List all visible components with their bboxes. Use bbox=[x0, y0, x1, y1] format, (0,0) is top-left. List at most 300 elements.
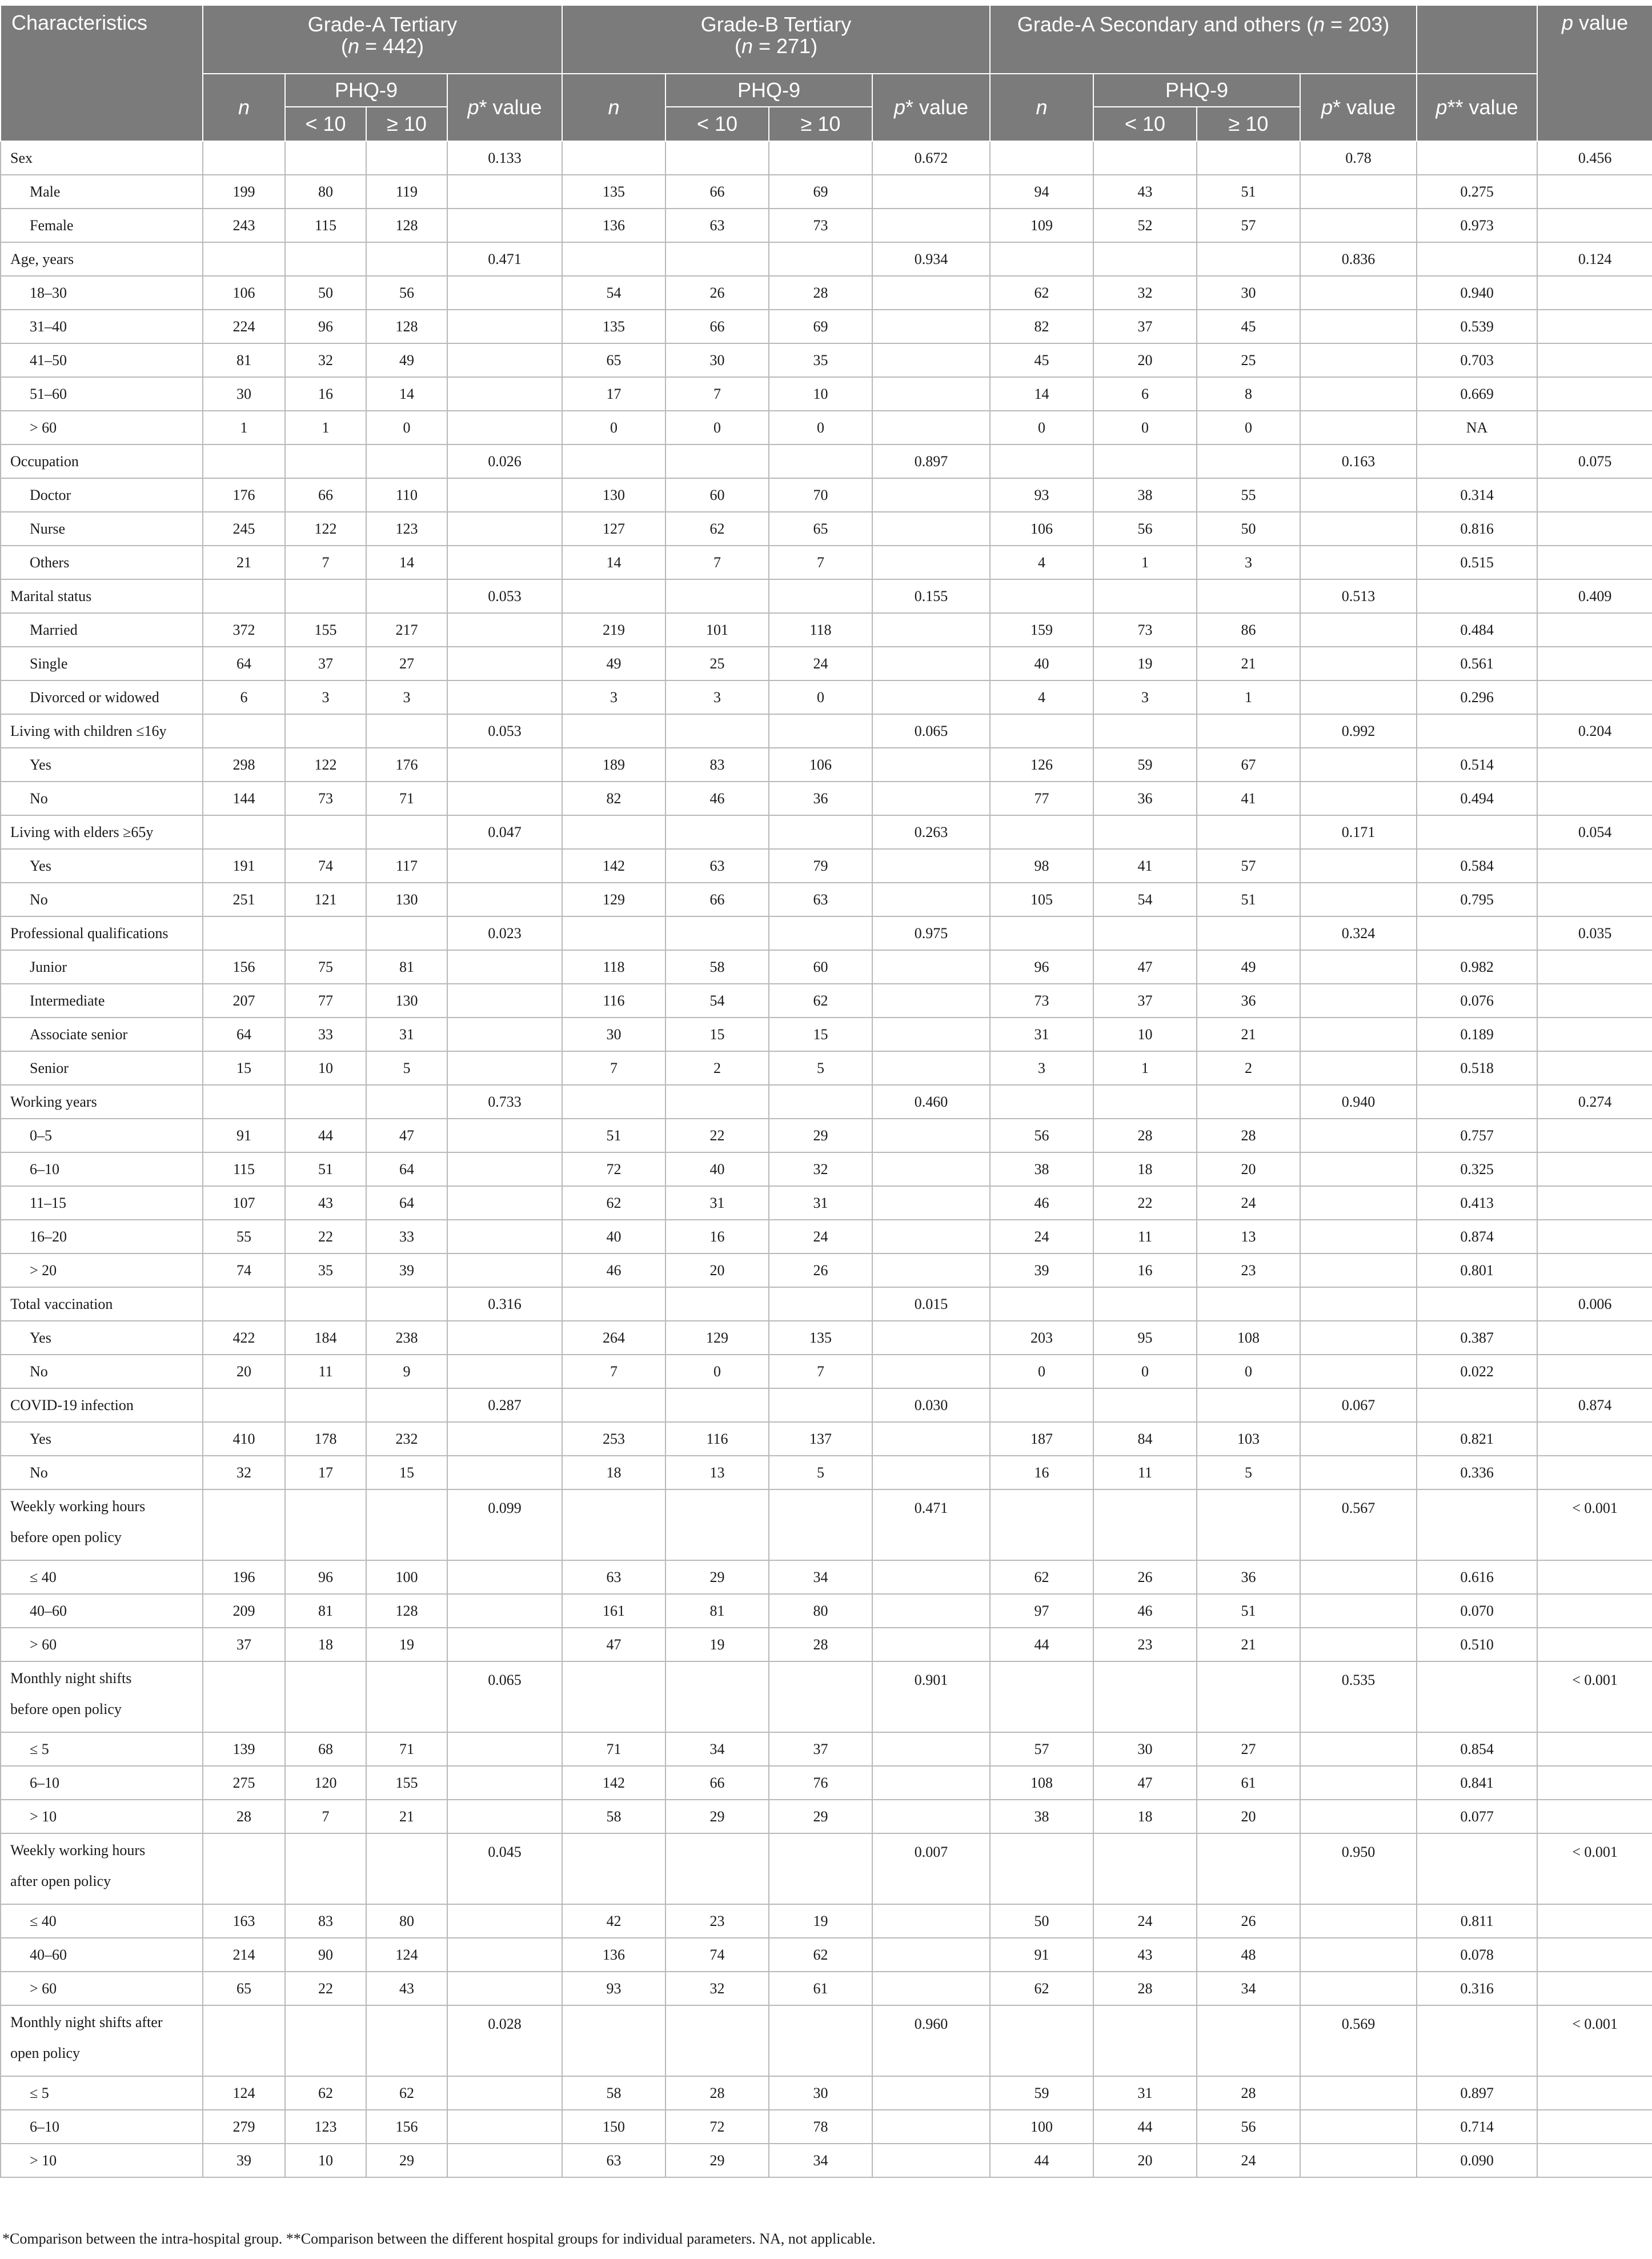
cell-empty bbox=[872, 546, 990, 579]
cell-n: 203 bbox=[990, 1321, 1093, 1355]
cell-n: 219 bbox=[562, 613, 665, 647]
cell-empty bbox=[1300, 1051, 1417, 1085]
cell-n: 45 bbox=[990, 343, 1093, 377]
table-row bbox=[1, 1628, 1652, 1661]
cell-empty bbox=[285, 1489, 366, 1560]
cell-phq-lt10: 23 bbox=[1093, 1628, 1197, 1661]
cell-empty bbox=[1197, 714, 1300, 748]
cell-phq-lt10: 59 bbox=[1093, 748, 1197, 782]
cell-n: 129 bbox=[562, 883, 665, 916]
cell-p-star: 0.934 bbox=[872, 242, 990, 276]
cell-p-dstar: 0.336 bbox=[1417, 1456, 1537, 1489]
cell-empty bbox=[1537, 2076, 1652, 2110]
table-row-category bbox=[1, 2005, 1652, 2076]
cell-p-star: 0.023 bbox=[447, 916, 562, 950]
cell-phq-ge10: 21 bbox=[1197, 1018, 1300, 1051]
cell-p-dstar: 0.616 bbox=[1417, 1560, 1537, 1594]
cell-empty bbox=[872, 680, 990, 714]
cell-empty bbox=[1537, 1321, 1652, 1355]
cell-empty bbox=[447, 1938, 562, 1972]
row-sublabel: No bbox=[1, 883, 203, 916]
cell-empty bbox=[1197, 1833, 1300, 1904]
cell-phq-lt10: 66 bbox=[665, 175, 769, 209]
cell-n: 0 bbox=[562, 411, 665, 444]
row-label bbox=[1, 2005, 203, 2076]
cell-n: 106 bbox=[203, 276, 285, 310]
cell-empty bbox=[1300, 647, 1417, 680]
cell-empty bbox=[285, 916, 366, 950]
cell-n: 176 bbox=[203, 478, 285, 512]
table-row bbox=[1, 782, 1652, 815]
cell-p-dstar: 0.982 bbox=[1417, 950, 1537, 984]
cell-empty bbox=[447, 1628, 562, 1661]
cell-phq-lt10: 63 bbox=[665, 209, 769, 242]
cell-n: 410 bbox=[203, 1422, 285, 1456]
cell-phq-ge10: 25 bbox=[1197, 343, 1300, 377]
cell-phq-lt10: 34 bbox=[665, 1732, 769, 1766]
cell-n: 14 bbox=[562, 546, 665, 579]
row-sublabel: > 60 bbox=[1, 1628, 203, 1661]
cell-n: 93 bbox=[990, 478, 1093, 512]
cell-p-dstar: 0.077 bbox=[1417, 1800, 1537, 1833]
cell-phq-lt10: 120 bbox=[285, 1766, 366, 1800]
cell-empty bbox=[1537, 1422, 1652, 1456]
table-row-category bbox=[1, 714, 1652, 748]
row-sublabel: 31–40 bbox=[1, 310, 203, 343]
cell-empty bbox=[1300, 782, 1417, 815]
row-sublabel: 6–10 bbox=[1, 1152, 203, 1186]
cell-phq-lt10: 31 bbox=[1093, 2076, 1197, 2110]
cell-empty bbox=[1537, 209, 1652, 242]
cell-empty bbox=[1300, 680, 1417, 714]
cell-empty bbox=[1300, 1253, 1417, 1287]
cell-phq-ge10: 124 bbox=[366, 1938, 447, 1972]
cell-empty bbox=[285, 579, 366, 613]
row-sublabel: No bbox=[1, 1456, 203, 1489]
cell-n: 7 bbox=[562, 1051, 665, 1085]
cell-phq-lt10: 178 bbox=[285, 1422, 366, 1456]
cell-phq-ge10: 0 bbox=[1197, 411, 1300, 444]
cell-phq-ge10: 36 bbox=[1197, 984, 1300, 1018]
cell-empty bbox=[1537, 1766, 1652, 1800]
cell-phq-lt10: 7 bbox=[665, 377, 769, 411]
cell-n: 37 bbox=[203, 1628, 285, 1661]
cell-p-star: 0.836 bbox=[1300, 242, 1417, 276]
cell-phq-lt10: 3 bbox=[285, 680, 366, 714]
cell-n: 116 bbox=[562, 984, 665, 1018]
table-row bbox=[1, 310, 1652, 343]
cell-p-star: 0.535 bbox=[1300, 1661, 1417, 1732]
cell-empty bbox=[1537, 411, 1652, 444]
cell-empty bbox=[203, 444, 285, 478]
cell-n: 91 bbox=[990, 1938, 1093, 1972]
cell-empty bbox=[1537, 1253, 1652, 1287]
cell-empty bbox=[447, 647, 562, 680]
cell-empty bbox=[769, 579, 872, 613]
cell-phq-lt10: 122 bbox=[285, 512, 366, 546]
table-row-category bbox=[1, 1489, 1652, 1560]
cell-phq-lt10: 0 bbox=[1093, 1355, 1197, 1388]
cell-phq-lt10: 115 bbox=[285, 209, 366, 242]
cell-n: 135 bbox=[562, 310, 665, 343]
cell-empty bbox=[872, 613, 990, 647]
cell-phq-ge10: 5 bbox=[769, 1456, 872, 1489]
cell-n: 6 bbox=[203, 680, 285, 714]
cell-n: 4 bbox=[990, 546, 1093, 579]
header-lt10: < 10 bbox=[285, 107, 366, 141]
cell-empty bbox=[447, 276, 562, 310]
cell-phq-ge10: 19 bbox=[366, 1628, 447, 1661]
cell-phq-lt10: 66 bbox=[665, 883, 769, 916]
cell-empty bbox=[562, 579, 665, 613]
cell-empty bbox=[872, 1253, 990, 1287]
cell-phq-ge10: 137 bbox=[769, 1422, 872, 1456]
cell-p-star: 0.067 bbox=[1300, 1388, 1417, 1422]
table-row bbox=[1, 478, 1652, 512]
cell-n: 62 bbox=[562, 1186, 665, 1220]
cell-n: 18 bbox=[562, 1456, 665, 1489]
cell-phq-lt10: 63 bbox=[665, 849, 769, 883]
table-row bbox=[1, 1220, 1652, 1253]
cell-empty bbox=[769, 1388, 872, 1422]
cell-n: 191 bbox=[203, 849, 285, 883]
cell-empty bbox=[665, 815, 769, 849]
cell-empty bbox=[769, 2005, 872, 2076]
cell-phq-ge10: 128 bbox=[366, 209, 447, 242]
cell-n: 62 bbox=[990, 1972, 1093, 2005]
table-row bbox=[1, 1051, 1652, 1085]
cell-empty bbox=[990, 444, 1093, 478]
cell-p-dstar: 0.854 bbox=[1417, 1732, 1537, 1766]
cell-p-star: 0.263 bbox=[872, 815, 990, 849]
row-label-line: Monthly night shifts bbox=[10, 1670, 132, 1687]
cell-empty bbox=[447, 546, 562, 579]
cell-empty bbox=[872, 411, 990, 444]
cell-empty bbox=[872, 1422, 990, 1456]
cell-empty bbox=[990, 1489, 1093, 1560]
cell-phq-ge10: 20 bbox=[1197, 1152, 1300, 1186]
cell-empty bbox=[1093, 579, 1197, 613]
cell-n: 39 bbox=[203, 2144, 285, 2177]
cell-p-star: 0.78 bbox=[1300, 141, 1417, 175]
cell-phq-lt10: 0 bbox=[1093, 411, 1197, 444]
cell-phq-lt10: 15 bbox=[665, 1018, 769, 1051]
row-sublabel: > 20 bbox=[1, 1253, 203, 1287]
cell-empty bbox=[990, 2005, 1093, 2076]
table-row bbox=[1, 680, 1652, 714]
cell-empty bbox=[990, 1833, 1093, 1904]
cell-n: 98 bbox=[990, 849, 1093, 883]
cell-empty bbox=[447, 748, 562, 782]
cell-phq-lt10: 11 bbox=[285, 1355, 366, 1388]
cell-p-value: 0.075 bbox=[1537, 444, 1652, 478]
cell-p-star: 0.471 bbox=[447, 242, 562, 276]
cell-phq-lt10: 81 bbox=[665, 1594, 769, 1628]
cell-phq-lt10: 2 bbox=[665, 1051, 769, 1085]
cell-empty bbox=[1417, 1388, 1537, 1422]
cell-n: 251 bbox=[203, 883, 285, 916]
table-row bbox=[1, 1732, 1652, 1766]
cell-empty bbox=[872, 1628, 990, 1661]
cell-empty bbox=[447, 849, 562, 883]
cell-p-star: 0.460 bbox=[872, 1085, 990, 1119]
row-sublabel: 18–30 bbox=[1, 276, 203, 310]
cell-phq-lt10: 35 bbox=[285, 1253, 366, 1287]
cell-empty bbox=[203, 1388, 285, 1422]
table-row-category bbox=[1, 1388, 1652, 1422]
cell-p-dstar: 0.811 bbox=[1417, 1904, 1537, 1938]
cell-n: 298 bbox=[203, 748, 285, 782]
table-footnote: *Comparison between the intra-hospital group. **Comparison between the different hospital groups for individual parameters. NA, not applicable. bbox=[2, 2230, 876, 2247]
table-header bbox=[1, 5, 1652, 141]
cell-n: 163 bbox=[203, 1904, 285, 1938]
row-label-line: Weekly working hours bbox=[10, 1842, 146, 1859]
cell-phq-ge10: 128 bbox=[366, 310, 447, 343]
cell-phq-lt10: 6 bbox=[1093, 377, 1197, 411]
cell-p-value: < 0.001 bbox=[1537, 1489, 1652, 1560]
cell-phq-ge10: 14 bbox=[366, 546, 447, 579]
cell-phq-lt10: 22 bbox=[285, 1220, 366, 1253]
header-empty bbox=[1417, 5, 1537, 74]
cell-empty bbox=[447, 1422, 562, 1456]
cell-empty bbox=[1300, 2144, 1417, 2177]
cell-empty bbox=[769, 1287, 872, 1321]
cell-p-value: 0.409 bbox=[1537, 579, 1652, 613]
cell-empty bbox=[1300, 411, 1417, 444]
cell-empty bbox=[990, 242, 1093, 276]
cell-phq-lt10: 3 bbox=[665, 680, 769, 714]
cell-empty bbox=[1300, 950, 1417, 984]
cell-empty bbox=[203, 1661, 285, 1732]
cell-empty bbox=[562, 242, 665, 276]
cell-empty bbox=[366, 1287, 447, 1321]
cell-phq-lt10: 29 bbox=[665, 1800, 769, 1833]
cell-phq-lt10: 22 bbox=[1093, 1186, 1197, 1220]
table-row bbox=[1, 2144, 1652, 2177]
cell-empty bbox=[1197, 1085, 1300, 1119]
table-row bbox=[1, 1186, 1652, 1220]
cell-phq-ge10: 13 bbox=[1197, 1220, 1300, 1253]
row-label: Living with elders ≥65y bbox=[1, 815, 203, 849]
row-sublabel: Senior bbox=[1, 1051, 203, 1085]
cell-n: 209 bbox=[203, 1594, 285, 1628]
row-sublabel: 0–5 bbox=[1, 1119, 203, 1152]
cell-empty bbox=[1417, 815, 1537, 849]
cell-phq-ge10: 0 bbox=[366, 411, 447, 444]
cell-phq-ge10: 61 bbox=[1197, 1766, 1300, 1800]
cell-phq-lt10: 60 bbox=[665, 478, 769, 512]
cell-phq-ge10: 128 bbox=[366, 1594, 447, 1628]
cell-p-dstar: 0.940 bbox=[1417, 276, 1537, 310]
cell-empty bbox=[447, 209, 562, 242]
cell-phq-lt10: 75 bbox=[285, 950, 366, 984]
row-sublabel: Others bbox=[1, 546, 203, 579]
cell-empty bbox=[1537, 1594, 1652, 1628]
cell-phq-ge10: 0 bbox=[1197, 1355, 1300, 1388]
cell-empty bbox=[447, 1051, 562, 1085]
cell-empty bbox=[285, 141, 366, 175]
header-group-a-tertiary: Grade-A Tertiary (n = 442) bbox=[203, 5, 562, 74]
cell-empty bbox=[1300, 883, 1417, 916]
cell-phq-ge10: 30 bbox=[1197, 276, 1300, 310]
table-row bbox=[1, 950, 1652, 984]
cell-phq-ge10: 34 bbox=[1197, 1972, 1300, 2005]
cell-empty bbox=[1300, 175, 1417, 209]
cell-phq-lt10: 20 bbox=[665, 1253, 769, 1287]
cell-phq-ge10: 130 bbox=[366, 883, 447, 916]
cell-phq-lt10: 37 bbox=[1093, 984, 1197, 1018]
cell-phq-ge10: 71 bbox=[366, 1732, 447, 1766]
cell-empty bbox=[285, 1833, 366, 1904]
cell-n: 40 bbox=[562, 1220, 665, 1253]
cell-n: 161 bbox=[562, 1594, 665, 1628]
cell-empty bbox=[1300, 1018, 1417, 1051]
cell-empty bbox=[872, 2144, 990, 2177]
header-p-value: p value bbox=[1537, 5, 1652, 141]
cell-n: 130 bbox=[562, 478, 665, 512]
cell-empty bbox=[769, 1661, 872, 1732]
cell-p-star: 0.028 bbox=[447, 2005, 562, 2076]
cell-phq-ge10: 76 bbox=[769, 1766, 872, 1800]
cell-empty bbox=[562, 1287, 665, 1321]
cell-phq-lt10: 54 bbox=[665, 984, 769, 1018]
row-label-line: before open policy bbox=[10, 1529, 122, 1545]
cell-empty bbox=[990, 1388, 1093, 1422]
cell-empty bbox=[1417, 2005, 1537, 2076]
cell-phq-lt10: 47 bbox=[1093, 1766, 1197, 1800]
cell-p-value: 0.054 bbox=[1537, 815, 1652, 849]
cell-phq-ge10: 29 bbox=[769, 1119, 872, 1152]
cell-n: 224 bbox=[203, 310, 285, 343]
cell-empty bbox=[1300, 1186, 1417, 1220]
cell-empty bbox=[285, 714, 366, 748]
cell-empty bbox=[1537, 276, 1652, 310]
cell-phq-lt10: 56 bbox=[1093, 512, 1197, 546]
cell-p-star: 0.950 bbox=[1300, 1833, 1417, 1904]
cell-phq-lt10: 37 bbox=[1093, 310, 1197, 343]
table-row bbox=[1, 748, 1652, 782]
cell-p-dstar: 0.874 bbox=[1417, 1220, 1537, 1253]
cell-empty bbox=[447, 984, 562, 1018]
cell-phq-lt10: 29 bbox=[665, 2144, 769, 2177]
cell-empty bbox=[1537, 1152, 1652, 1186]
table-row bbox=[1, 2110, 1652, 2144]
row-label: Living with children ≤16y bbox=[1, 714, 203, 748]
cell-empty bbox=[447, 1355, 562, 1388]
cell-phq-lt10: 18 bbox=[285, 1628, 366, 1661]
cell-n: 100 bbox=[990, 2110, 1093, 2144]
cell-p-star: 0.569 bbox=[1300, 2005, 1417, 2076]
cell-phq-ge10: 21 bbox=[366, 1800, 447, 1833]
cell-phq-lt10: 101 bbox=[665, 613, 769, 647]
cell-phq-ge10: 7 bbox=[769, 546, 872, 579]
cell-empty bbox=[447, 175, 562, 209]
cell-phq-ge10: 19 bbox=[769, 1904, 872, 1938]
cell-empty bbox=[1417, 1833, 1537, 1904]
row-label: COVID-19 infection bbox=[1, 1388, 203, 1422]
cell-phq-ge10: 36 bbox=[1197, 1560, 1300, 1594]
cell-phq-ge10: 21 bbox=[1197, 647, 1300, 680]
cell-phq-lt10: 32 bbox=[665, 1972, 769, 2005]
cell-phq-lt10: 47 bbox=[1093, 950, 1197, 984]
cell-p-dstar: 0.795 bbox=[1417, 883, 1537, 916]
cell-empty bbox=[1093, 444, 1197, 478]
cell-n: 243 bbox=[203, 209, 285, 242]
cell-n: 115 bbox=[203, 1152, 285, 1186]
cell-p-star bbox=[1300, 1287, 1417, 1321]
cell-empty bbox=[665, 1085, 769, 1119]
cell-p-dstar: 0.973 bbox=[1417, 209, 1537, 242]
cell-phq-ge10: 51 bbox=[1197, 175, 1300, 209]
header-characteristics: Characteristics bbox=[1, 5, 203, 141]
cell-p-dstar: 0.078 bbox=[1417, 1938, 1537, 1972]
cell-p-star: 0.026 bbox=[447, 444, 562, 478]
cell-p-star: 0.901 bbox=[872, 1661, 990, 1732]
cell-empty bbox=[203, 141, 285, 175]
cell-phq-ge10: 62 bbox=[769, 1938, 872, 1972]
table-row bbox=[1, 1800, 1652, 1833]
cell-n: 4 bbox=[990, 680, 1093, 714]
cell-phq-ge10: 100 bbox=[366, 1560, 447, 1594]
cell-empty bbox=[872, 175, 990, 209]
row-sublabel: 16–20 bbox=[1, 1220, 203, 1253]
cell-n: 136 bbox=[562, 209, 665, 242]
cell-empty bbox=[562, 1489, 665, 1560]
cell-empty bbox=[366, 815, 447, 849]
cell-phq-ge10: 57 bbox=[1197, 849, 1300, 883]
table-row-category bbox=[1, 815, 1652, 849]
cell-empty bbox=[872, 512, 990, 546]
cell-n: 15 bbox=[203, 1051, 285, 1085]
cell-p-dstar: 0.539 bbox=[1417, 310, 1537, 343]
cell-n: 196 bbox=[203, 1560, 285, 1594]
cell-phq-ge10: 14 bbox=[366, 377, 447, 411]
cell-phq-lt10: 30 bbox=[1093, 1732, 1197, 1766]
cell-empty bbox=[562, 2005, 665, 2076]
cell-empty bbox=[447, 1220, 562, 1253]
cell-p-dstar: 0.387 bbox=[1417, 1321, 1537, 1355]
header-group-b-tertiary: Grade-B Tertiary (n = 271) bbox=[562, 5, 990, 74]
cell-empty bbox=[990, 815, 1093, 849]
cell-empty bbox=[285, 1085, 366, 1119]
table-row bbox=[1, 209, 1652, 242]
cell-phq-lt10: 90 bbox=[285, 1938, 366, 1972]
cell-phq-ge10: 15 bbox=[366, 1456, 447, 1489]
row-sublabel: Married bbox=[1, 613, 203, 647]
cell-empty bbox=[447, 1321, 562, 1355]
row-sublabel: ≤ 5 bbox=[1, 1732, 203, 1766]
row-label: Working years bbox=[1, 1085, 203, 1119]
cell-empty bbox=[366, 1661, 447, 1732]
cell-empty bbox=[872, 1938, 990, 1972]
cell-n: 32 bbox=[203, 1456, 285, 1489]
cell-empty bbox=[1093, 1489, 1197, 1560]
table-row bbox=[1, 849, 1652, 883]
row-sublabel: Yes bbox=[1, 849, 203, 883]
row-sublabel: 6–10 bbox=[1, 2110, 203, 2144]
row-sublabel: No bbox=[1, 1355, 203, 1388]
cell-phq-lt10: 66 bbox=[285, 478, 366, 512]
cell-n: 422 bbox=[203, 1321, 285, 1355]
cell-empty bbox=[1417, 242, 1537, 276]
cell-phq-lt10: 17 bbox=[285, 1456, 366, 1489]
cell-empty bbox=[1300, 1152, 1417, 1186]
cell-empty bbox=[1417, 1085, 1537, 1119]
header-ge10: ≥ 10 bbox=[769, 107, 872, 141]
row-label-line: Monthly night shifts after bbox=[10, 2014, 163, 2030]
cell-phq-ge10: 41 bbox=[1197, 782, 1300, 815]
cell-n: 40 bbox=[990, 647, 1093, 680]
